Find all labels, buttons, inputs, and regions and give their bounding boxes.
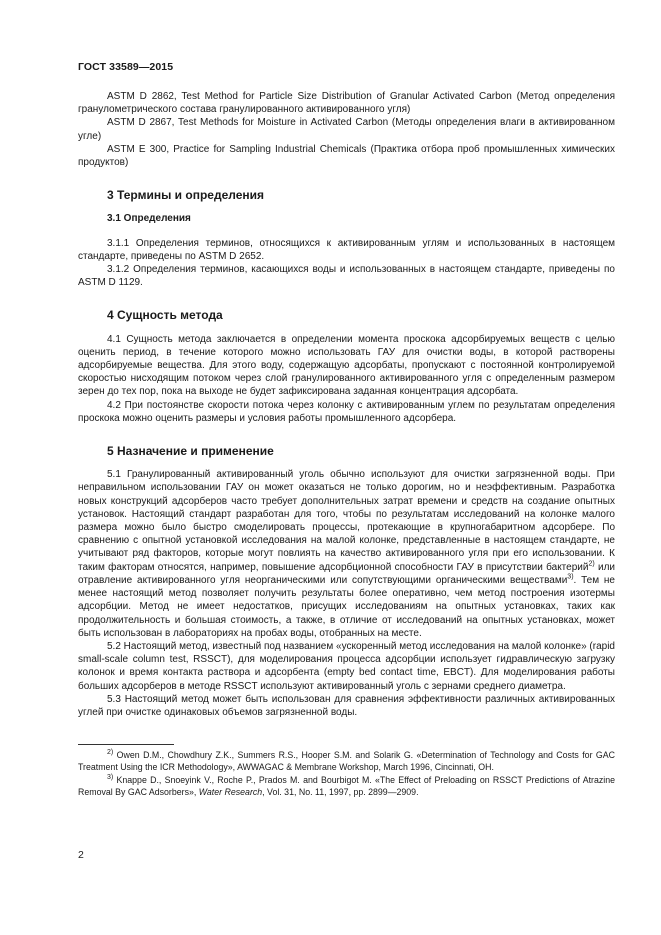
- footnote-3-text-a: Knappe D., Snoeyink V., Roche P., Prados M. and Bourbigot M. «The Effect of Preloading on RSSCT Predictions of Atrazine Removal By GAC Adsorbers»,: [78, 774, 615, 797]
- footnote-2-text: Owen D.M., Chowdhury Z.K., Summers R.S., Hooper S.M. and Solarik G. «Determination of Technology and Costs for GAC Treatment Using the ICR Methodology», AWWAGAC & Membrane Workshop, March 1996, Cincinnati, OH.: [78, 750, 615, 773]
- paragraph-5-1: [78, 468, 615, 640]
- document-body: [78, 90, 615, 798]
- footnote-2: [78, 749, 615, 773]
- reference-astm-d2862: ASTM D 2862, Test Method for Particle Size Distribution of Granular Activated Carbon (Метод определения гранулометрического состава гранулированного активированного угля): [78, 91, 615, 116]
- subsection-3-1-title: 3.1 Определения: [107, 213, 191, 225]
- footnote-divider: [78, 744, 174, 745]
- paragraph-4-2: 4.2 При постоянстве скорости потока через колонку с активированным углем по результатам определения проскока можно оценить размеры и условия работы промышленного адсорбера.: [78, 399, 615, 424]
- page-number: 2: [78, 849, 84, 861]
- reference-astm-e300: ASTM E 300, Practice for Sampling Industrial Chemicals (Практика отбора проб промышленных химических продуктов): [78, 143, 615, 169]
- paragraph-5-2: 5.2 Настоящий метод, известный под названием «ускоренный метод исследования на малой колонке» (rapid small-scale column test, RSSCT), для моделирования процесса адсорбции использует гидравлическую загрузку колонок и время контакта раствора и адсорбента (empty bed contact time, EBCT). Для моделирования работы больших адсорберов в методе RSSCT используют активированный уголь с зернами среднего диаметра.: [78, 640, 615, 692]
- reference-astm-d2867: ASTM D 2867, Test Methods for Moisture in Activated Carbon (Методы определения влаги в активированном угле): [78, 117, 615, 142]
- paragraph-4-1: 4.1 Сущность метода заключается в определении момента проскока адсорбируемых веществ с целью оценить период, в течение которого можно использовать ГАУ для очистки воды, в которой растворены адсорбируемые вещества. Для этого воду, содержащую адсорбаты, пропускают с постоянной контролируемой скоростью нисходящим потоком через слой гранулированного активированного угля с определенным размером зерен до тех пор, пока на выходе не будет зафиксирована заданная концентрация адсорбата.: [78, 333, 615, 398]
- footnote-3-journal: Water Research: [198, 786, 263, 797]
- footnote-ref-2: 2): [588, 560, 595, 568]
- section-3-title: 3 Термины и определения: [107, 188, 265, 203]
- paragraph-5-1-part-c: . Тем не менее настоящий метод позволяет получить результаты более оперативно, чем метод построения изотермы адсорбции. Метод не имеет недостатков, присущих исследованиям на опытных установках, таких как продолжительность и большая стоимость, а также, в отличие от исследований на опытных установках, может быть использован в лабораториях на пробах воды, отобранных на месте.: [78, 574, 615, 639]
- page-header-standard: ГОСТ 33589—2015: [78, 61, 174, 73]
- section-4-title: 4 Сущность метода: [107, 308, 223, 323]
- footnote-ref-3: 3): [567, 573, 574, 581]
- paragraph-5-1-part-b: или отравление активированного угля неорганическими или сопутствующими органическими веществами: [78, 561, 615, 586]
- footnote-3-text-b: , Vol. 31, No. 11, 1997, pp. 2899—2909.: [262, 786, 419, 797]
- footnote-3: [78, 774, 615, 798]
- footnote-3-mark: 3): [107, 773, 114, 781]
- section-5-title: 5 Назначение и применение: [107, 444, 274, 459]
- paragraph-5-1-part-a: 5.1 Гранулированный активированный уголь обычно используют для очистки загрязненной воды. При неправильном использовании ГАУ он может оказаться не только дорогим, но и неэффективным. Разработка новых конструкций адсорберов часто требует дополнительных затрат времени и средств на создание опытных установок. Настоящий стандарт разработан для того, чтобы по результатам исследований на колонке малого размера можно было быстро смоделировать процессы, протекающие в крупногабаритном адсорбере. По сравнению с опытной установкой исследования на малой колонке, представленные в настоящем стандарте, не учитывают ряд факторов, которые могут повлиять на качество активированного угля при его использовании. К таким факторам относятся, например, повышение адсорбционной способности ГАУ в присутствии бактерий: [78, 469, 615, 573]
- paragraph-3-1-2: 3.1.2 Определения терминов, касающихся воды и использованных в настоящем стандарте, приведены по ASTM D 1129.: [78, 264, 615, 289]
- footnote-2-mark: 2): [107, 749, 114, 757]
- paragraph-3-1-1: 3.1.1 Определения терминов, относящихся к активированным углям и использованных в настоящем стандарте, приведены по ASTM D 2652.: [78, 237, 615, 262]
- paragraph-5-3: 5.3 Настоящий метод может быть использован для сравнения эффективности различных активированных углей при очистке одинаковых объемов загрязненной воды.: [78, 693, 615, 718]
